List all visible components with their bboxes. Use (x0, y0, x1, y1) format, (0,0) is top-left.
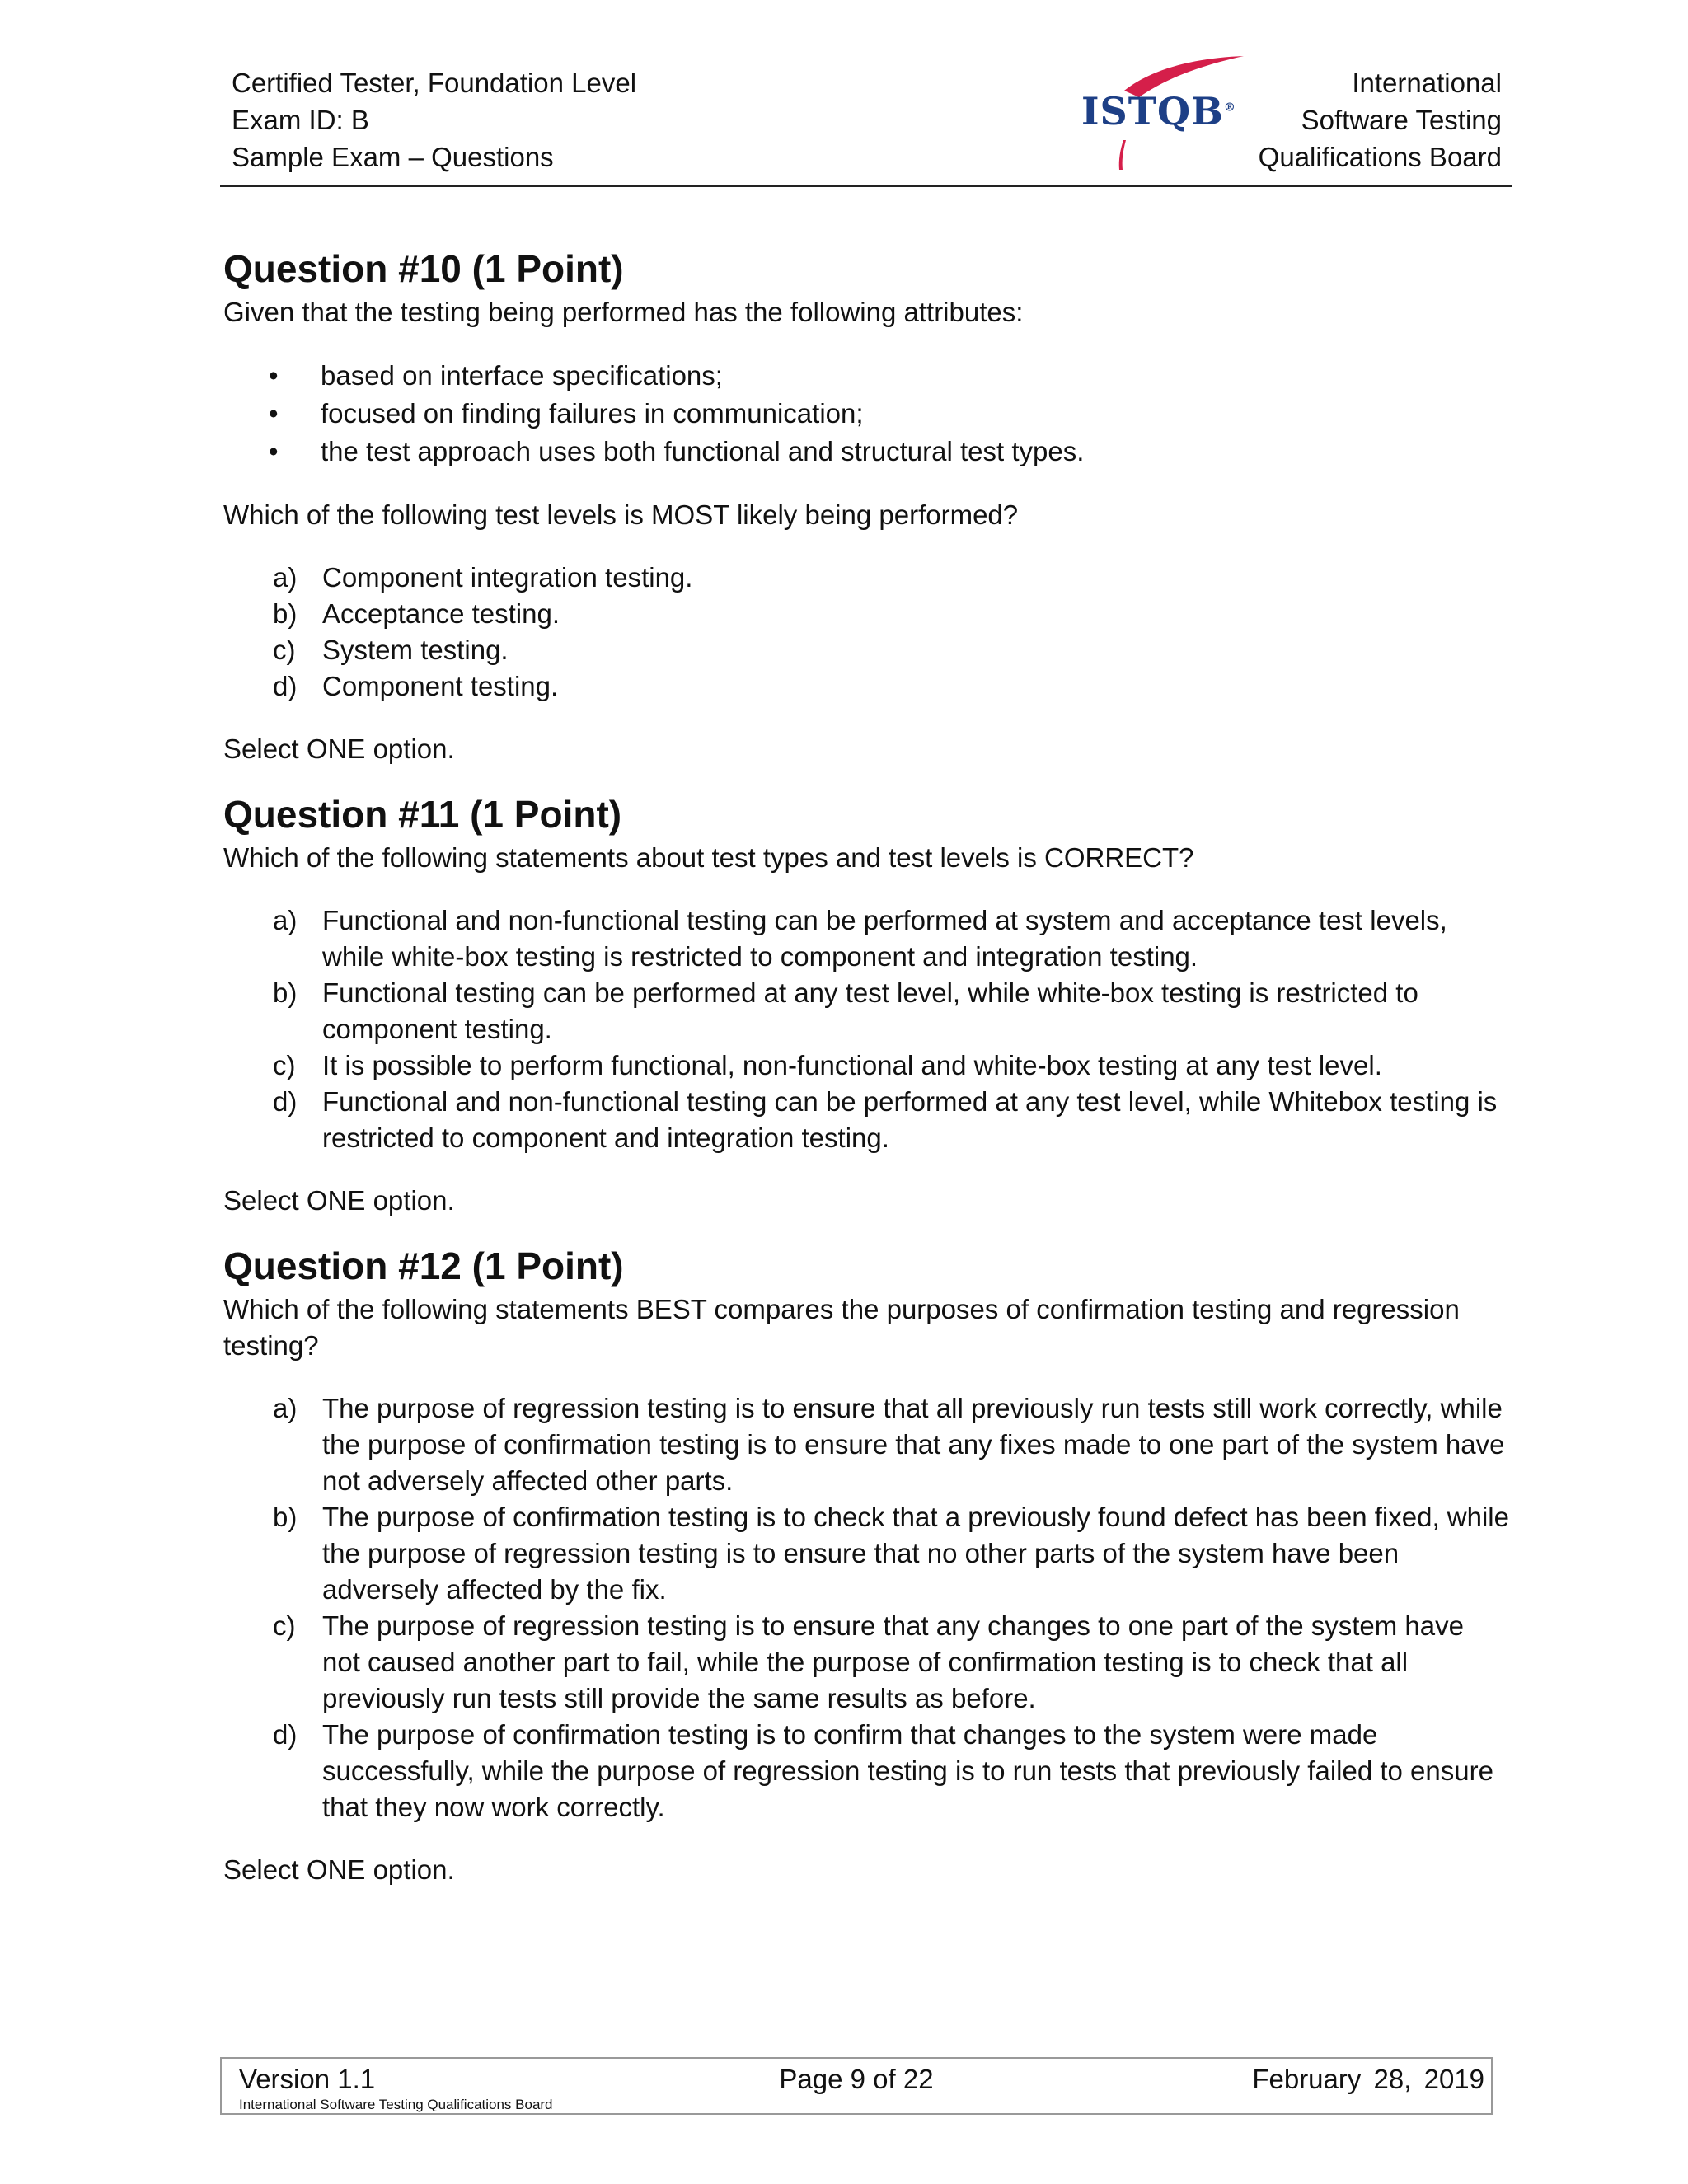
answer-option-d[interactable]: d) Component testing. (273, 671, 559, 701)
bullet-icon: • (269, 398, 279, 429)
answer-option-d[interactable]: d) The purpose of confirmation testing is to confirm that changes to the system were made successfully, while the purpose of regression testing is to run tests that previously failed to ensure that they now work correctly. (273, 1719, 1493, 1822)
question-11 (223, 789, 1509, 1219)
question-10 (223, 243, 1509, 767)
answer-option-c[interactable]: c) System testing. (273, 635, 509, 665)
answer-options (223, 902, 1509, 1156)
select-instruction: Select ONE option. (223, 733, 455, 764)
answer-option-a[interactable]: a) Component integration testing. (273, 562, 693, 593)
answer-option-b[interactable]: b) The purpose of confirmation testing is to check that a previously found defect has been fixed, while the purpose of regression testing is to ensure that no other parts of the system have been adversely affected by the fix. (273, 1502, 1509, 1605)
answer-option-c[interactable]: c) It is possible to perform functional, non-functional and white-box testing at any test level. (273, 1050, 1382, 1080)
header-exam-id: Exam ID: B (232, 105, 369, 135)
answer-option-c[interactable]: c) The purpose of regression testing is to ensure that any changes to one part of the system have not caused another part to fail, while the purpose of confirmation testing is to check that all previously run tests still provide the same results as before. (273, 1610, 1464, 1713)
list-item: • based on interface specifications; (321, 357, 1509, 395)
page-footer (220, 2057, 1493, 2115)
select-instruction: Select ONE option. (223, 1854, 455, 1885)
header-org-line-2: Software Testing (1301, 105, 1502, 135)
question-title: Question #10 (1 Point) (223, 247, 624, 290)
bullet-icon: • (269, 360, 279, 391)
question-stem: Which of the following statements about test types and test levels is CORRECT? (223, 842, 1194, 873)
header-doc-type: Sample Exam – Questions (232, 142, 554, 172)
bullet-icon: • (269, 436, 279, 466)
list-item: • the test approach uses both functional and structural test types. (321, 433, 1509, 471)
istqb-logo (1075, 49, 1256, 173)
question-12 (223, 1240, 1509, 1888)
answer-option-a[interactable]: a) Functional and non-functional testing can be performed at system and acceptance test levels, while white-box testing is restricted to component and integration testing. (273, 905, 1447, 972)
select-instruction: Select ONE option. (223, 1185, 455, 1216)
page-header (220, 59, 1512, 187)
header-right (1259, 64, 1502, 176)
header-org-line-1: International (1352, 68, 1502, 98)
header-cert-line: Certified Tester, Foundation Level (232, 68, 637, 98)
answer-option-d[interactable]: d) Functional and non-functional testing can be performed at any test level, while Whitebox testing is restricted to component and integration testing. (273, 1086, 1498, 1153)
header-left (232, 64, 636, 176)
footer-date: February 28, 2019 (1252, 2064, 1484, 2094)
logo-wordmark: ISTQB® (1081, 89, 1236, 134)
answer-option-b[interactable]: b) Functional testing can be performed at any test level, while white-box testing is restricted to component testing. (273, 977, 1418, 1044)
attribute-list (223, 357, 1509, 471)
question-prompt: Which of the following test levels is MOST likely being performed? (223, 499, 1019, 530)
question-stem: Given that the testing being performed has the following attributes: (223, 297, 1024, 327)
question-stem: Which of the following statements BEST compares the purposes of confirmation testing and regression testing? (223, 1294, 1460, 1361)
answer-options (223, 1390, 1509, 1825)
footer-page-number: Page 9 of 22 (779, 2064, 934, 2094)
footer-board-name: International Software Testing Qualifications Board (239, 2097, 553, 2112)
question-title: Question #12 (1 Point) (223, 1244, 624, 1287)
answer-options (223, 560, 1509, 705)
header-org-line-3: Qualifications Board (1258, 142, 1502, 172)
answer-option-a[interactable]: a) The purpose of regression testing is to ensure that all previously run tests still work correctly, while the purpose of confirmation testing is to ensure that any fixes made to one part of the system have not adversely affected other parts. (273, 1393, 1505, 1496)
answer-option-b[interactable]: b) Acceptance testing. (273, 598, 560, 629)
question-title: Question #11 (1 Point) (223, 793, 622, 836)
page-content (223, 243, 1509, 1910)
list-item: • focused on finding failures in communication; (321, 395, 1509, 433)
footer-version: Version 1.1 (239, 2064, 376, 2094)
